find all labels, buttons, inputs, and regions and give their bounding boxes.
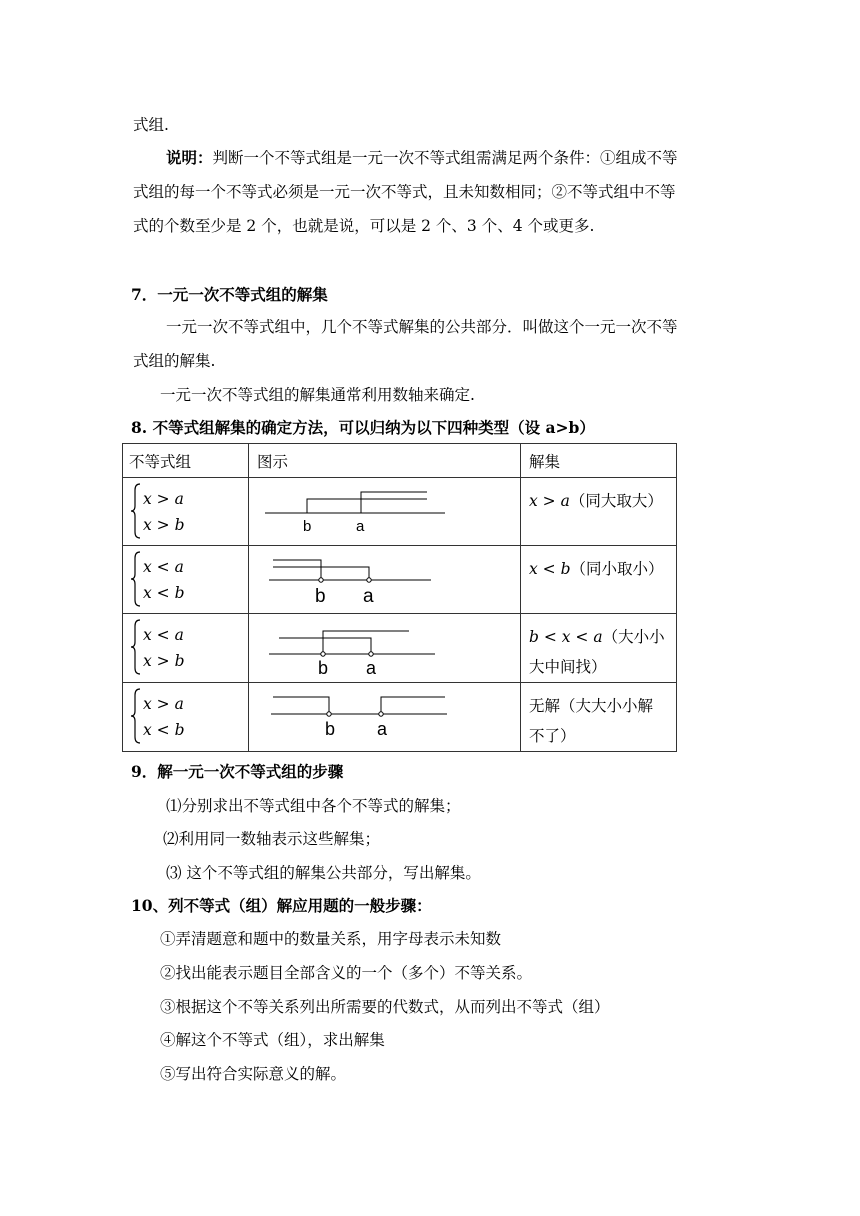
brace-icon bbox=[130, 550, 142, 608]
solution-text: （同大取大） bbox=[569, 492, 663, 510]
solution-math: x < b bbox=[529, 560, 571, 578]
number-line-diagram bbox=[249, 546, 521, 612]
inequality-2: x < b bbox=[143, 584, 185, 602]
table-row bbox=[123, 478, 677, 546]
table-header-row bbox=[123, 444, 677, 478]
number-line-diagram bbox=[249, 478, 521, 544]
brace-icon bbox=[130, 482, 142, 540]
ray-greater-than-a bbox=[361, 492, 427, 513]
system-cell bbox=[123, 546, 249, 614]
table-row bbox=[123, 614, 677, 683]
section-7-para-1-line-2: 式组的解集. bbox=[133, 352, 216, 370]
point-label-b: b bbox=[303, 518, 312, 535]
inequality-1: x > a bbox=[143, 490, 184, 508]
diagram-cell bbox=[249, 614, 521, 683]
inequality-2: x > b bbox=[143, 652, 185, 670]
point-b-marker bbox=[327, 712, 331, 716]
header-solution: 解集 bbox=[521, 444, 677, 478]
diagram-cell bbox=[249, 546, 521, 614]
solution-text: 无解（大大小小解 bbox=[529, 697, 654, 715]
solution-math: x > a bbox=[529, 492, 570, 510]
diagram-cell bbox=[249, 683, 521, 752]
point-b-marker bbox=[321, 652, 325, 656]
brace-icon bbox=[130, 687, 142, 745]
point-a-marker bbox=[379, 712, 383, 716]
point-label-b: b bbox=[315, 586, 326, 607]
section-9-step-3: ⑶ 这个不等式组的解集公共部分，写出解集。 bbox=[166, 864, 481, 882]
diagram-cell bbox=[249, 478, 521, 546]
header-diagram: 图示 bbox=[249, 444, 521, 478]
solution-cell bbox=[521, 478, 677, 546]
note-line-3: 式的个数至少是 2 个，也就是说，可以是 2 个、3 个、4 个或更多. bbox=[133, 217, 595, 235]
inequality-2: x > b bbox=[143, 516, 185, 534]
section-10-step-4: ④解这个不等式（组），求出解集 bbox=[160, 1031, 385, 1049]
table-row bbox=[123, 546, 677, 614]
ray-greater-than-a bbox=[381, 697, 445, 714]
section-10-step-2: ②找出能表示题目全部含义的一个（多个）不等关系。 bbox=[160, 964, 533, 982]
ray-greater-than-b bbox=[323, 631, 409, 654]
inequality-1: x < a bbox=[143, 558, 184, 576]
intro-line-1: 式组. bbox=[133, 116, 169, 134]
section-10-step-3: ③根据这个不等关系列出所需要的代数式，从而列出不等式（组） bbox=[160, 998, 610, 1016]
inequality-2: x < b bbox=[143, 721, 185, 739]
solution-text-2: 大中间找） bbox=[529, 658, 607, 676]
note-line-1 bbox=[166, 146, 678, 168]
system-cell bbox=[123, 614, 249, 683]
section-10-heading: 10、列不等式（组）解应用题的一般步骤： bbox=[131, 896, 432, 915]
point-b-marker bbox=[319, 578, 323, 582]
section-10-step-5: ⑤写出符合实际意义的解。 bbox=[160, 1065, 347, 1083]
header-system: 不等式组 bbox=[123, 444, 249, 478]
point-label-a: a bbox=[366, 658, 377, 678]
ray-less-than-b bbox=[273, 697, 329, 714]
section-7-heading: 7．一元一次不等式组的解集 bbox=[131, 285, 328, 304]
inequality-table bbox=[122, 443, 677, 752]
point-label-b: b bbox=[318, 658, 329, 678]
point-a-marker bbox=[367, 578, 371, 582]
point-label-a: a bbox=[356, 518, 365, 535]
ray-less-than-b bbox=[273, 560, 321, 580]
solution-text-2: 不了） bbox=[529, 727, 576, 745]
section-7-para-2: 一元一次不等式组的解集通常利用数轴来确定. bbox=[160, 386, 475, 404]
point-label-b: b bbox=[325, 719, 336, 739]
section-8-heading: 8. 不等式组解集的确定方法，可以归纳为以下四种类型（设 a>b） bbox=[131, 418, 595, 437]
brace-icon bbox=[130, 618, 142, 676]
solution-text: （同小取小） bbox=[570, 560, 664, 578]
section-9-step-1: ⑴分别求出不等式组中各个不等式的解集； bbox=[166, 797, 461, 815]
system-cell bbox=[123, 683, 249, 752]
note-line-2: 式组的每一个不等式必须是一元一次不等式，且未知数相同；②不等式组中不等 bbox=[133, 183, 676, 201]
section-7-para-1-line-1: 一元一次不等式组中，几个不等式解集的公共部分．叫做这个一元一次不等 bbox=[166, 318, 678, 336]
number-line-diagram bbox=[249, 683, 521, 749]
note-text-1: 判断一个不等式组是一元一次不等式组需满足两个条件：①组成不等 bbox=[212, 149, 678, 167]
inequality-1: x > a bbox=[143, 695, 184, 713]
section-9-heading: 9．解一元一次不等式组的步骤 bbox=[131, 762, 344, 781]
number-line-diagram bbox=[249, 614, 521, 680]
point-label-a: a bbox=[363, 586, 374, 607]
section-9-step-2: ⑵利用同一数轴表示这些解集； bbox=[163, 830, 381, 848]
note-label: 说明： bbox=[166, 148, 213, 167]
section-10-step-1: ①弄清题意和题中的数量关系，用字母表示未知数 bbox=[160, 930, 502, 948]
solution-cell bbox=[521, 683, 677, 752]
ray-greater-than-b bbox=[307, 499, 427, 513]
solution-cell bbox=[521, 546, 677, 614]
solution-cell bbox=[521, 614, 677, 683]
ray-less-than-a bbox=[279, 638, 371, 654]
solution-text: （大小小 bbox=[602, 628, 665, 646]
point-label-a: a bbox=[377, 719, 388, 739]
point-a-marker bbox=[369, 652, 373, 656]
solution-math: b < x < a bbox=[529, 628, 603, 646]
inequality-1: x < a bbox=[143, 626, 184, 644]
system-cell bbox=[123, 478, 249, 546]
table-row bbox=[123, 683, 677, 752]
